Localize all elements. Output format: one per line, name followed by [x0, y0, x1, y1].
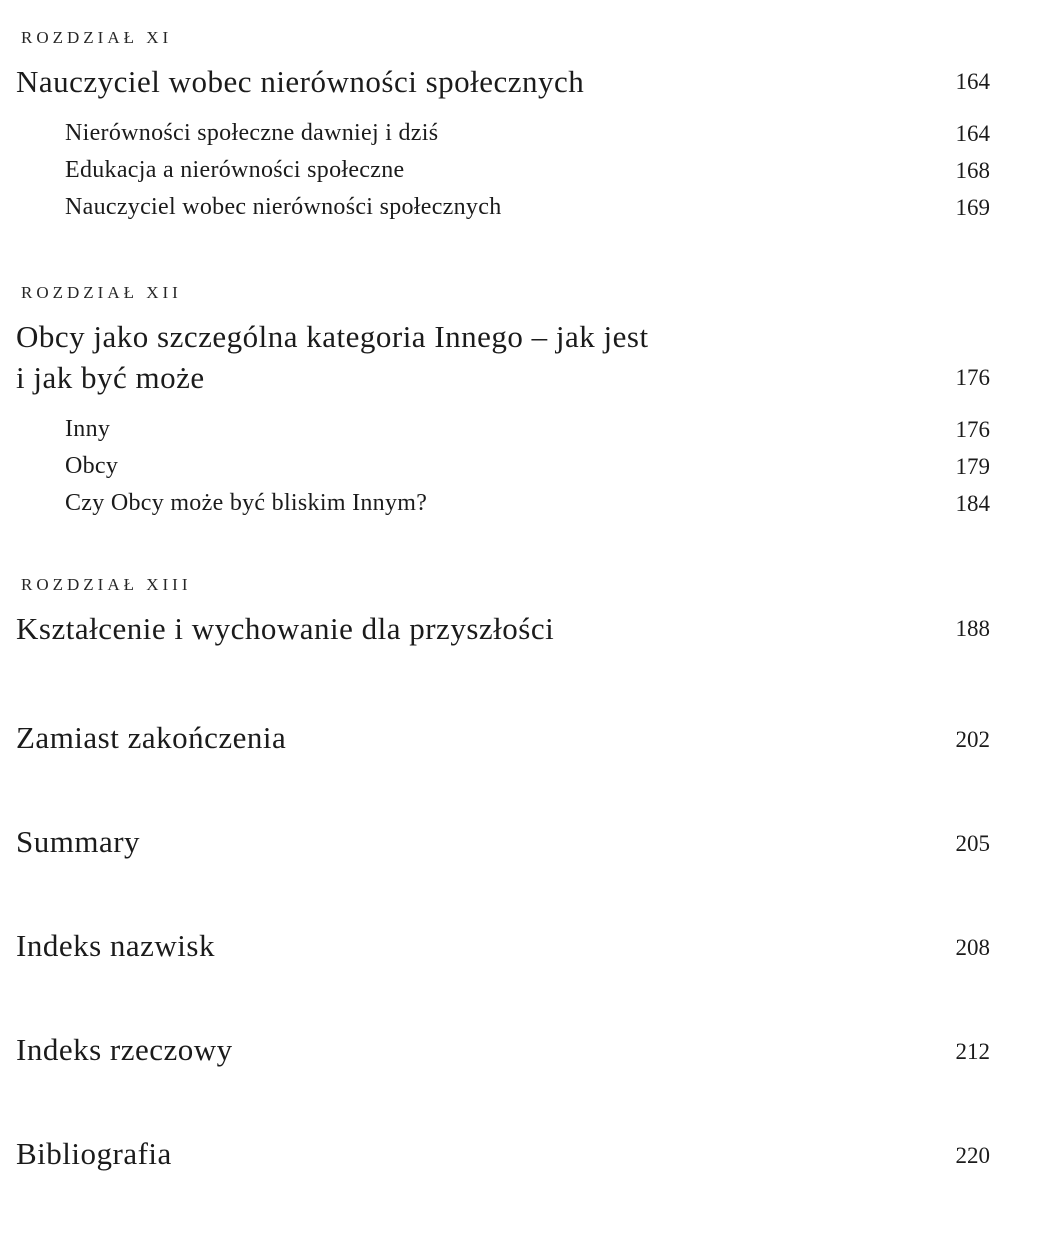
subsection-list [16, 115, 990, 226]
chapter-kicker: ROZDZIAŁ XI [21, 28, 173, 47]
toc-subsection-entry [16, 189, 990, 226]
page-number: 208 [955, 935, 990, 960]
backmatter-title: Summary [16, 824, 141, 859]
page-number: 202 [955, 727, 990, 752]
chapter-title-line: Nauczyciel wobec nierówności społecznych [16, 64, 585, 99]
chapter-title-line: i jak być może [16, 360, 205, 395]
page-number: 184 [955, 491, 990, 516]
chapter-title [16, 61, 584, 102]
subsection-title: Edukacja a nierówności społeczne [65, 157, 405, 183]
toc-backmatter-entry [16, 1133, 990, 1174]
page-number: 168 [955, 158, 990, 183]
page-number: 188 [955, 616, 990, 641]
subsection-title: Nauczyciel wobec nierówności społecznych [65, 194, 502, 220]
toc-subsection-entry [16, 411, 990, 448]
toc-subsection-entry [16, 485, 990, 522]
subsection-title: Inny [65, 416, 111, 442]
chapter-kicker: ROZDZIAŁ XIII [21, 575, 192, 594]
chapter-title-line: Obcy jako szczególna kategoria Innego – jak jest [16, 319, 649, 354]
subsection-list [16, 411, 990, 522]
backmatter-title: Zamiast zakończenia [16, 720, 287, 755]
backmatter-title: Indeks nazwisk [16, 928, 215, 963]
page-number: 176 [955, 365, 990, 390]
page-number: 164 [955, 69, 990, 94]
backmatter-title: Bibliografia [16, 1136, 172, 1171]
page-number: 205 [955, 831, 990, 856]
chapter-section-xiii [16, 575, 990, 649]
toc-backmatter-entry [16, 821, 990, 862]
page-number: 179 [955, 454, 990, 479]
backmatter-title: Indeks rzeczowy [16, 1032, 233, 1067]
page-number: 169 [955, 195, 990, 220]
toc-chapter-entry [16, 61, 990, 102]
page-number: 212 [955, 1039, 990, 1064]
chapter-title [16, 608, 554, 649]
toc-chapter-entry [16, 316, 990, 398]
toc-subsection-entry [16, 152, 990, 189]
toc-backmatter-entry [16, 1029, 990, 1070]
subsection-title: Obcy [65, 453, 119, 479]
toc-subsection-entry [16, 448, 990, 485]
page-number: 220 [955, 1143, 990, 1168]
toc-chapter-entry [16, 608, 990, 649]
toc-backmatter-entry [16, 717, 990, 758]
chapter-section-xi [16, 28, 990, 226]
toc-backmatter-entry [16, 925, 990, 966]
page-number: 164 [955, 121, 990, 146]
chapter-section-xii [16, 283, 990, 522]
chapter-title-line: Kształcenie i wychowanie dla przyszłości [16, 611, 555, 646]
subsection-title: Nierówności społeczne dawniej i dziś [65, 120, 439, 146]
chapter-kicker: ROZDZIAŁ XII [21, 283, 182, 302]
toc-subsection-entry [16, 115, 990, 152]
subsection-title: Czy Obcy może być bliskim Innym? [65, 490, 428, 516]
chapter-title [16, 316, 649, 398]
page-number: 176 [955, 417, 990, 442]
